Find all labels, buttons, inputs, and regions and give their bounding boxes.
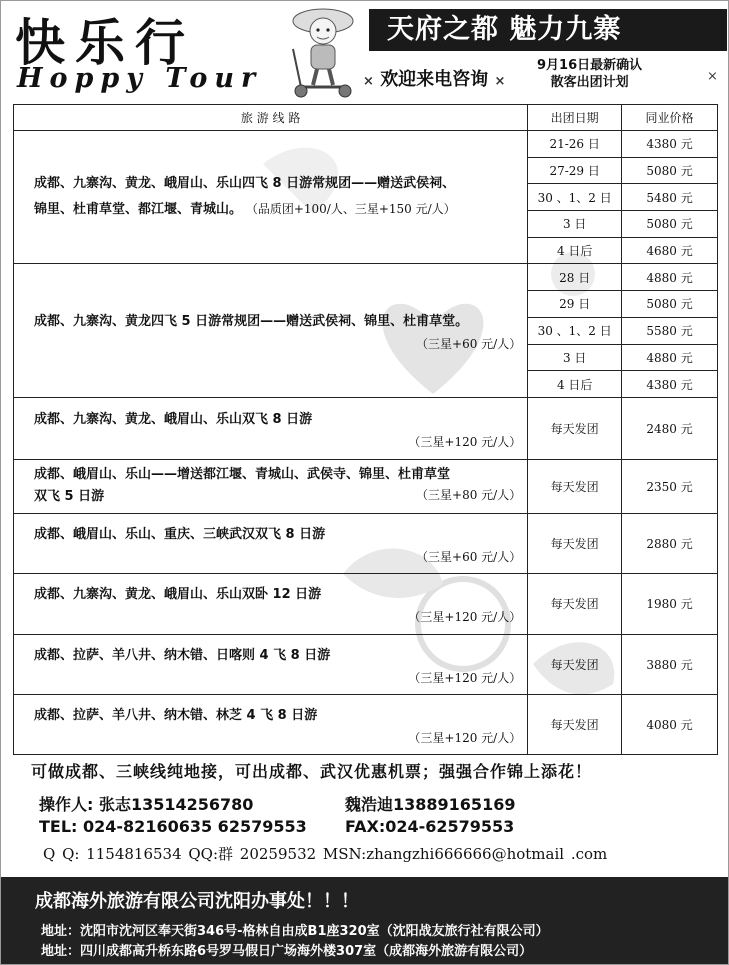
trade-price: 5080 元 xyxy=(622,211,718,238)
route-name-cont: 锦里、杜甫草堂、都江堰、青城山。 （品质团+100/人、三星+150 元/人） xyxy=(34,202,456,218)
table-row xyxy=(14,459,718,513)
trade-price: 4680 元 xyxy=(622,237,718,264)
departure-date: 每天发团 xyxy=(528,459,622,513)
route-cell xyxy=(14,264,528,397)
departure-date: 29 日 xyxy=(528,291,622,318)
column-header-date: 出团日期 xyxy=(528,105,622,131)
address-line-2: 地址：四川成都高升桥东路6号罗马假日广场海外楼307室（成都海外旅游有限公司） xyxy=(41,944,533,959)
logo-english: Hoppy Tour xyxy=(17,63,263,94)
route-cell xyxy=(14,397,528,459)
trade-price: 5080 元 xyxy=(622,157,718,184)
notice-line-1: 9月16日最新确认 xyxy=(537,58,643,73)
departure-date: 每天发团 xyxy=(528,513,622,573)
route-note: （三星+60 元/人） xyxy=(416,337,522,352)
welcome-text xyxy=(363,65,505,91)
table-row xyxy=(14,573,718,634)
departure-date: 27-29 日 xyxy=(528,157,622,184)
route-name: 成都、峨眉山、乐山——增送都江堰、青城山、武侯寺、锦里、杜甫草堂 xyxy=(34,467,451,483)
table-row xyxy=(14,634,718,694)
operator-contact-2: 魏浩迪13889165169 xyxy=(345,795,516,814)
operator-contact: 操作人: 张志13514256780 xyxy=(39,795,254,814)
route-name: 成都、拉萨、羊八井、纳木错、日喀则 4 飞 8 日游 xyxy=(34,647,331,663)
route-cell xyxy=(14,513,528,573)
trade-price: 3880 元 xyxy=(622,634,718,694)
departure-date: 21-26 日 xyxy=(528,131,622,158)
route-name: 成都、拉萨、羊八井、纳木错、林芝 4 飞 8 日游 xyxy=(34,707,318,723)
table-row xyxy=(14,513,718,573)
route-name: 成都、九寨沟、黄龙、峨眉山、乐山双飞 8 日游 xyxy=(34,411,313,427)
trade-price: 2350 元 xyxy=(622,459,718,513)
trade-price: 1980 元 xyxy=(622,573,718,634)
telephone: TEL: 024-82160635 62579553 xyxy=(39,817,307,836)
departure-date: 3 日 xyxy=(528,211,622,238)
table-row xyxy=(14,694,718,754)
trade-price: 5580 元 xyxy=(622,317,718,344)
route-note: （三星+120 元/人） xyxy=(408,670,522,685)
route-note: （品质团+100/人、三星+150 元/人） xyxy=(245,202,456,217)
tour-schedule-table xyxy=(13,104,718,755)
departure-date: 4 日后 xyxy=(528,371,622,398)
route-cell xyxy=(14,694,528,754)
company-name: 成都海外旅游有限公司沈阳办事处！！！ xyxy=(35,891,359,912)
cross-mark-icon: × xyxy=(363,74,374,89)
schedule-notice xyxy=(537,57,642,91)
headline-banner: 天府之都 魅力九寨 xyxy=(369,9,727,51)
trade-price: 2480 元 xyxy=(622,397,718,459)
departure-date: 3 日 xyxy=(528,344,622,371)
departure-date: 每天发团 xyxy=(528,634,622,694)
cross-mark-icon: × xyxy=(707,69,718,84)
trade-price: 5480 元 xyxy=(622,184,718,211)
route-name: 成都、九寨沟、黄龙、峨眉山、乐山双卧 12 日游 xyxy=(34,587,322,603)
departure-date: 30 、1、2 日 xyxy=(528,317,622,344)
scooter-doll-illustration xyxy=(283,5,363,101)
route-name: 成都、九寨沟、黄龙四飞 5 日游常规团——赠送武侯祠、锦里、杜甫草堂。 xyxy=(34,314,469,330)
trade-price: 4880 元 xyxy=(622,264,718,291)
route-cell xyxy=(14,459,528,513)
departure-date: 每天发团 xyxy=(528,694,622,754)
route-note: （三星+80 元/人） xyxy=(416,488,522,503)
route-note: （三星+120 元/人） xyxy=(408,434,522,449)
departure-date: 4 日后 xyxy=(528,237,622,264)
table-row xyxy=(14,397,718,459)
route-name-cont: 双飞 5 日游 （三星+80 元/人） xyxy=(34,486,527,508)
trade-price: 4880 元 xyxy=(622,344,718,371)
qq-msn-line: Q Q: 1154816534 QQ:群 20259532 MSN:zhangzhi666666@hotmail .com xyxy=(43,845,608,863)
route-name: 成都、峨眉山、乐山、重庆、三峡武汉双飞 8 日游 xyxy=(34,526,326,542)
route-cell xyxy=(14,573,528,634)
footer-bar xyxy=(1,877,729,965)
table-row xyxy=(14,264,718,291)
route-cell xyxy=(14,131,528,264)
fax: FAX:024-62579553 xyxy=(345,817,515,836)
departure-date: 30 、1、2 日 xyxy=(528,184,622,211)
column-header-route: 旅 游 线 路 xyxy=(14,105,528,131)
trade-price: 4380 元 xyxy=(622,371,718,398)
trade-price: 4380 元 xyxy=(622,131,718,158)
trade-price: 4080 元 xyxy=(622,694,718,754)
departure-date: 28 日 xyxy=(528,264,622,291)
table-row xyxy=(14,131,718,158)
column-header-price: 同业价格 xyxy=(622,105,718,131)
route-note: （三星+120 元/人） xyxy=(408,610,522,625)
route-note: （三星+120 元/人） xyxy=(408,730,522,745)
trade-price: 2880 元 xyxy=(622,513,718,573)
logo-chinese: 快乐行 xyxy=(15,14,195,72)
address-line-1: 地址：沈阳市沈河区奉天街346号-格林自由成B1座320室（沈阳战友旅行社有限公司） xyxy=(41,924,549,939)
departure-date: 每天发团 xyxy=(528,397,622,459)
trade-price: 5080 元 xyxy=(622,291,718,318)
welcome-label: 欢迎来电咨询 xyxy=(380,69,489,90)
route-name: 成都、九寨沟、黄龙、峨眉山、乐山四飞 8 日游常规团——赠送武侯祠、 xyxy=(34,176,456,192)
table-header-row xyxy=(14,105,718,131)
departure-date: 每天发团 xyxy=(528,573,622,634)
route-note: （三星+60 元/人） xyxy=(416,549,522,564)
cross-mark-icon: × xyxy=(494,74,506,89)
notice-line-2: 散客出团计划 xyxy=(550,75,629,90)
route-cell xyxy=(14,634,528,694)
promo-text: 可做成都、三峡线纯地接，可出成都、武汉优惠机票；强强合作锦上添花！ xyxy=(31,762,593,781)
